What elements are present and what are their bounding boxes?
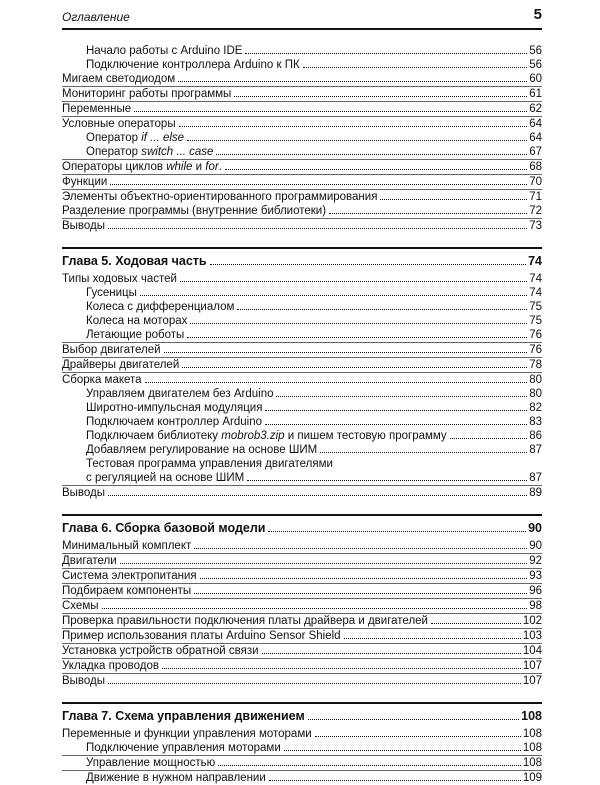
toc-entry[interactable]: Движение в нужном направлении 109 — [86, 772, 542, 784]
toc-entry[interactable]: Двигатели 92 — [62, 555, 542, 567]
toc-entry[interactable]: Драйверы двигателей 78 — [62, 359, 542, 371]
toc-entry[interactable]: Подбираем компоненты 96 — [62, 585, 542, 597]
toc-entry[interactable]: Подключаем библиотеку mobrob3.zip и пишем тестовую программу 86 — [86, 430, 542, 442]
toc-entry[interactable]: Оператор switch ... case 67 — [62, 145, 542, 160]
toc-entry[interactable]: Управляем двигателем без Arduino 80 — [86, 388, 542, 400]
toc-entry[interactable]: Мигаем светодиодом 60 — [62, 73, 542, 85]
toc-entry[interactable]: Мониторинг работы программы 61 — [62, 88, 542, 100]
toc-entry[interactable]: Выводы 107 — [62, 675, 542, 687]
toc-entry[interactable]: Колеса на моторах 75 — [86, 315, 542, 327]
toc-entry[interactable]: Выбор двигателей 76 — [62, 344, 542, 356]
toc-entry[interactable]: Проверка правильности подключения платы драйвера и двигателей 102 — [62, 615, 542, 627]
toc-entry[interactable]: Подключаем контроллер Arduino 83 — [86, 416, 542, 428]
toc-entry[interactable]: Управление мощностью 108 — [62, 756, 542, 771]
toc-entry[interactable]: Схемы 98 — [62, 600, 542, 612]
toc-entry[interactable]: Летающие роботы 76 — [62, 328, 542, 343]
toc-entry[interactable]: Гусеницы 74 — [86, 287, 542, 299]
toc-entry[interactable]: Начало работы с Arduino IDE 56 — [86, 45, 542, 57]
toc-entry[interactable]: Тестовая программа управления двигателями с регуляцией на основе ШИМ 87 — [62, 457, 542, 486]
toc-entry[interactable]: Выводы 89 — [62, 487, 542, 499]
running-title: Оглавление — [62, 10, 130, 24]
toc-entry[interactable]: Пример использования платы Arduino Sensor Shield 103 — [62, 630, 542, 642]
toc-entry[interactable]: Укладка проводов 107 — [62, 660, 542, 672]
chapter-heading[interactable]: Глава 6. Сборка базовой модели 90 — [62, 514, 542, 536]
toc-entry[interactable]: Оператор if ... else 64 — [86, 132, 542, 144]
chapter-heading[interactable]: Глава 7. Схема управления движением 108 — [62, 702, 542, 724]
table-of-contents — [62, 44, 542, 785]
page-header — [62, 4, 542, 30]
toc-entry[interactable]: Операторы циклов while и for. 68 — [62, 161, 542, 173]
toc-entry[interactable]: Типы ходовых частей 74 — [62, 273, 542, 285]
toc-entry[interactable]: Система электропитания 93 — [62, 570, 542, 582]
page-number: 5 — [533, 6, 542, 23]
toc-entry[interactable]: Установка устройств обратной связи 104 — [62, 645, 542, 657]
toc-entry[interactable]: Широтно-импульсная модуляция 82 — [86, 402, 542, 414]
toc-entry[interactable]: Сборка макета 80 — [62, 374, 542, 386]
toc-entry[interactable]: Элементы объектно-ориентированного программирования 71 — [62, 191, 542, 203]
toc-entry[interactable]: Минимальный комплект 90 — [62, 540, 542, 552]
toc-entry[interactable]: Выводы 73 — [62, 220, 542, 232]
toc-entry[interactable]: Переменные и функции управления моторами 108 — [62, 728, 542, 740]
toc-entry[interactable]: Переменные 62 — [62, 103, 542, 115]
toc-entry[interactable]: Разделение программы (внутренние библиотеки) 72 — [62, 205, 542, 217]
toc-entry[interactable]: Подключение контроллера Arduino к ПК 56 — [86, 59, 542, 71]
toc-entry[interactable]: Добавляем регулирование на основе ШИМ 87 — [86, 444, 542, 456]
toc-entry[interactable]: Колеса с дифференциалом 75 — [86, 301, 542, 313]
chapter-heading[interactable]: Глава 5. Ходовая часть 74 — [62, 247, 542, 269]
toc-entry[interactable]: Условные операторы 64 — [62, 118, 542, 130]
toc-entry[interactable]: Функции 70 — [62, 176, 542, 188]
toc-entry[interactable]: Подключение управления моторами 108 — [62, 741, 542, 756]
